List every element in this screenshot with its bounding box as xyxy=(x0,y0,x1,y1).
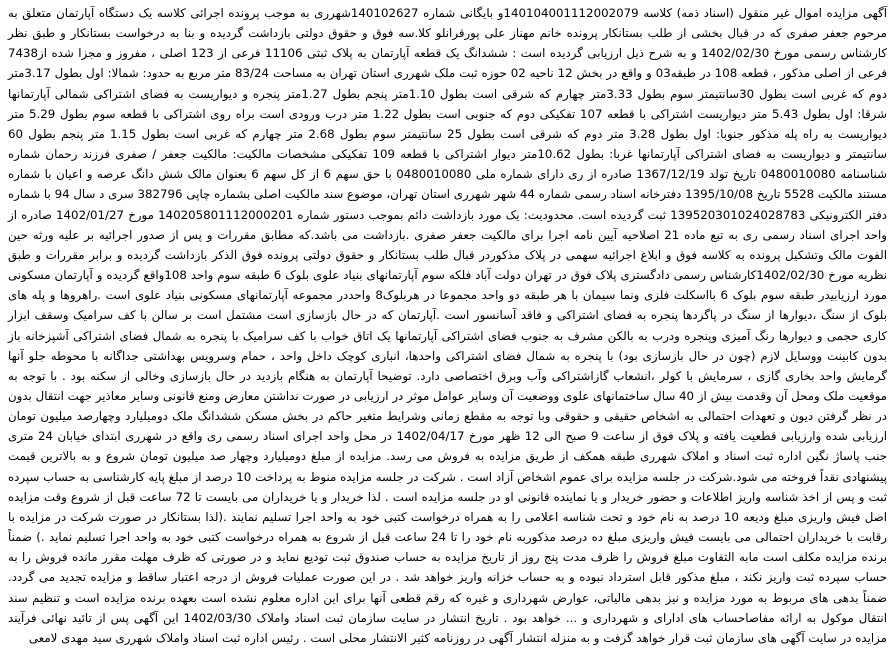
auction-notice-text: آگهی مزایده اموال غیر منقول (اسناد ذمه) کلاسه 140104001112002079و بایگانی شماره 140102627شهرری به موجب پرونده اجرائی کلاسه یک دستگاه آپارتمان متعلق به مرحوم جعفر صفری که در قبال بخشی از طلب بستانکار پرونده خانم مهناز علی پورقرانلو کلا.سه فوق و حقوق دولتی بازداشت گردیده و بنا به درخواست بستانکار و طبق نظر کارشناس رسمی مورخ 1402/02/30 و به شرح ذیل ارزیابی گردیده است : ششدانگ یک قطعه آپارتمان به پلاک ثبتی 11106 فرعی از 123 اصلی ، مفروز و مجزا شده از7438 فرعی از اصلی مذکور ، قطعه 108 در طبقه03 و واقع در بخش 12 ناحیه 02 حوزه ثبت ملک شهرری استان تهران به مساحت 83/24 متر مربع به حدود: شمالا: اول بطول 3.17متر دوم که غربی است بطول 30سانتیمتر سوم بطول 3.33متر چهارم که شرقی است بطول 1.10متر پنجم بطول 1.27متر پنجره و دیواریست به فضای اشتراکی شمالی آپارتمانها شرقا: اول بطول 5.43 متر دیواریست اشتراکی با قطعه 107 تفکیکی دوم که جنوبی است بطول 1.22 متر درب ورودی است براه روی اشتراکی با قطعه سوم بطول 5.29 متر دیواریست به راه پله مذکور جنوبا: اول بطول 3.28 متر دوم که شرقی است بطول 25 سانتیمتر سوم بطول 2.68 متر چهارم که غربی است بطول 1.15 متر پنجم بطول 60 سانتیمتر و دیواریست به فضای اشتراکی آپارتمانها غربا: بطول 10.62متر دیوار اشتراکی با قطعه 109 تفکیکی مشخصات مالکیت: مالکیت جعفر / صفری فرزند رحمان شماره شناسنامه 0480010080 تاریخ تولد 1367/12/19 صادره از ری دارای شماره ملی 0480010080 با حق سهم 6 از کل سهم 6 بعنوان مالک شش دانگ عرصه و اعیان با شماره مستند مالکیت 5528 تاریخ 1395/10/08 دفترخانه اسناد رسمی شماره 44 شهر شهرری استان تهران، موضوع سند مالکیت اصلی بشماره چاپی 382796 سری د سال 94 با شماره دفتر الکترونیکی 139520301024028783 ثبت گردیده است. محدودیت: یک مورد بازداشت دائم بموجب دستور شماره 140205801112000201 مورخ 1402/01/27 صادره از واحد اجرای اسناد رسمی ری به تبع ماده 21 اصلاحیه آیین نامه اجرا برای مالکیت جعفر صفری .بازداشت می باشد.که مطابق مقررات و پس از صدور اجرائیه بر علیه ورثه حین الفوت مالک وتشکیل پرونده به کلاسه فوق و ابلاغ اجرائیه سهمی در پلاک مذکوردر قبال طلب بستانکار و حقوق دولتی پرونده فوق الذکر بازداشت گردیده و برابر مقررات و طبق نظریه مورخ 1402/02/30کارشناس رسمی دادگستری پلاک فوق در تهران دولت آباد فلکه سوم آپارتمانهای بنیاد علوی بلوک 6 طبقه سوم واحد 108واقع گردیده و آپارتمان مسکونی مورد ارزیابیدر طبقه سوم بلوک 6 بااسکلت فلزی ونما سیمان با هر طبقه دو واحد مجموعا در هربلوک8 واحددر مجموعه آپارتمانهای مسکونی بنیاد علوی است .راهروها و پله های بلوک از سنگ ،دیوارها از سنگ در پاگردها پنجره به فضای اشتراکی و فاقد آسانسور است .آپارتمان که در حال بازسازی است مشتمل است بر سالن با کف سرامیک وسقف ابزار کاری حجمی و دیوارها رنگ آمیزی وپنجره ودرب به بالکن مشرف به جنوب فضای اشتراکی آپارتمانها یک اتاق خواب با کف سرامیک با پنجره به شمال فضای اشتراکی آشپزخانه باز بدون کابینت ووسایل لازم (چون در حال بازسازی بود) با پنجره به شمال فضای اشتراکی واحدها، انباری کوچک داخل واحد ، حمام وسرویس بهداشتی جداگانه با محوطه جلو آنها گرمایش واحد بخاری گازی ، سرمایش با کولر ،انشعاب گازاشتراکی وآب وبرق اختصاصی دارد. توضیحا آپارتمان به هنگام بازدید در حال بازسازی وخالی از سکنه بود . با توجه به موقعیت ملک ومحل آن وقدمت بیش از 40 سال ساختمانهای علوی ووضعیت آن وسایر عوامل موثر در ارزیابی در صورت نداشتن معارض ومنع قانونی وسایر معاذیر جهت انتقال بدون در نظر گرفتن دیون و تعهدات احتمالی به اشخاص حقیقی و حقوقی وبا توجه به مقطع زمانی وشرایط متغیر حاکم در بخش مسکن ششدانگ ملک دومیلیارد وچهارصد میلیون تومان ارزیابی شده وارزیابی قطعیت یافته و پلاک فوق از ساعت 9 صبح الی 12 ظهر مورخ 1402/04/17 در محل واحد اجرای اسناد رسمی ری واقع در شهرری ابتدای خیابان 24 متری جنب پاساژ نگین اداره ثبت اسناد و املاک شهرری طبقه همکف از طریق مزایده به فروش می رسد. مزایده از مبلغ دومیلیارد وچهار صد میلیون تومان شروع و به بالاترین قیمت پیشنهادی نقداً فروخته می شود.شرکت در جلسه مزایده برای عموم اشخاص آزاد است . شرکت در جلسه مزایده منوط به پرداخت 10 درصد از مبلغ پایه کارشناسی به حساب سپرده ثبت و پس از اخذ شناسه واریز اطلاعات و حضور خریدار و یا نماینده قانونی او در جلسه مزایده است . لذا خریدار و یا خریداران می بایست تا 72 ساعت قبل از شروع وقت مزایده اصل فیش واریزی مبلغ ودیعه 10 درصد به نام خود و تحت شناسه اعلامی را به همراه درخواست کتبی خود به واحد اجرا تسلیم نمایند .(لذا بستانکار در صورت شرکت در مزایده با رقابت با خریداران احتمالی می بایست فیش واریزی مبلغ ده درصد مذکوربه نام خود را تا 24 ساعت قبل از شروع به همراه درخواست کتبی خود به واحد اجرا تسلیم نماید .) ضمناً برنده مزایده مکلف است مابه التفاوت مبلغ فروش را ظرف مدت پنج روز از تاریخ مزایده به حساب صندوق ثبت تودیع نماید و در صورتی که ظرف مهلت مقرر مانده فروش را به حساب سپرده ثبت واریز نکند ، مبلغ مذکور قابل استرداد نبوده و به حساب خزانه واریز خواهد شد . در این صورت عملیات فروش از درجه اعتبار ساقط و مزایده تجدید می گردد. ضمناً بدهی های مربوط به مورد مزایده و نیز بدهی مالیاتی، عوارض شهرداری و غیره که رقم قطعی آنها برای این اداره معلوم نشده است بعهده برنده مزایده است و تنظیم سند انتقال موکول به ارائه مفاصاحساب های ادارای و شهرداری و ... خواهد بود . تاریخ انتشار در سایت سازمان ثبت اسناد واملاک 1402/03/30 این آگهی پس از تائید نهائی فرآیند مزایده در سایت آگهی های سازمان ثبت قرار خواهد گرفت و به منزله انتشار آگهی در روزنامه کثیر الانتشار محلی است . رئیس اداره ثبت اسناد واملاک شهرری سید مهدی لامعی xyxy=(8,6,888,645)
